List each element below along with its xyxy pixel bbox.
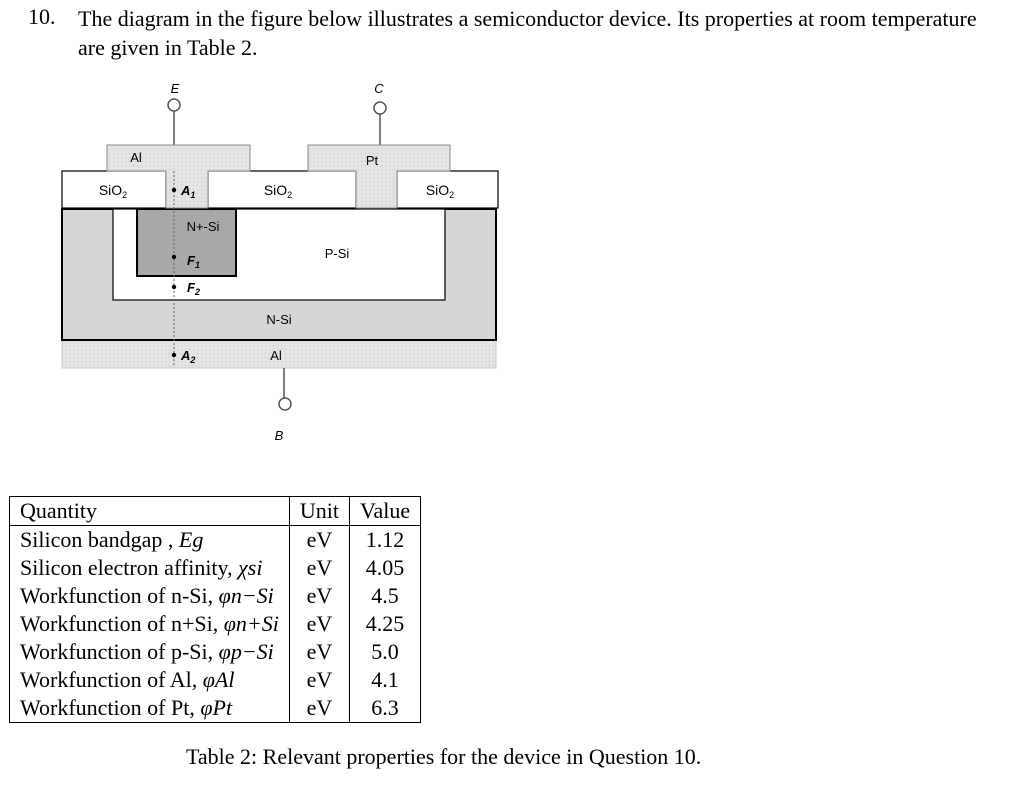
row-value: 4.05 <box>350 554 421 582</box>
point-a1-dot <box>172 188 176 192</box>
row-value: 4.25 <box>350 610 421 638</box>
row-quantity: Silicon bandgap , Eg <box>10 526 290 555</box>
row-unit: eV <box>289 638 349 666</box>
table-row <box>10 526 421 555</box>
row-value: 1.12 <box>350 526 421 555</box>
table-caption: Table 2: Relevant properties for the device in Question 10. <box>186 744 702 769</box>
row-unit: eV <box>289 610 349 638</box>
question-number: 10. <box>28 4 56 29</box>
sio2-right-label: SiO$_2$ <box>425 182 455 200</box>
table-row <box>10 666 421 694</box>
table-header-row <box>10 497 421 526</box>
point-a2-label: $A_2$ <box>181 348 196 365</box>
table-row <box>10 694 421 723</box>
point-f2-label: $F_2$ <box>187 280 200 297</box>
row-quantity: Workfunction of p-Si, φp−Si <box>10 638 290 666</box>
row-quantity: Workfunction of n+Si, φn+Si <box>10 610 290 638</box>
pt-top-label: Pt <box>365 153 379 168</box>
row-unit: eV <box>289 526 349 555</box>
row-unit: eV <box>289 582 349 610</box>
emitter-label: E <box>170 81 180 96</box>
row-unit: eV <box>289 694 349 723</box>
base-label: B <box>274 428 284 443</box>
sio2-middle-label: SiO$_2$ <box>263 182 293 200</box>
base-terminal <box>279 398 291 410</box>
n-si-label: N-Si <box>266 312 292 327</box>
emitter-terminal <box>168 99 180 111</box>
row-value: 6.3 <box>350 694 421 723</box>
point-f1-dot <box>172 255 176 259</box>
point-a2-dot <box>172 353 176 357</box>
n-plus-si-label: N+-Si <box>186 219 220 234</box>
collector-terminal <box>374 102 386 114</box>
header-value: Value <box>350 497 421 526</box>
header-unit: Unit <box>289 497 349 526</box>
row-unit: eV <box>289 666 349 694</box>
row-quantity: Silicon electron affinity, χsi <box>10 554 290 582</box>
row-quantity: Workfunction of n-Si, φn−Si <box>10 582 290 610</box>
row-unit: eV <box>289 554 349 582</box>
row-value: 4.1 <box>350 666 421 694</box>
table-row <box>10 610 421 638</box>
row-quantity: Workfunction of Al, φAl <box>10 666 290 694</box>
sio2-left-label: SiO$_2$ <box>98 182 128 200</box>
al-top-label: Al <box>130 150 142 165</box>
table-row <box>10 554 421 582</box>
question-text: The diagram in the figure below illustrates a semiconductor device. Its properties at room temperature are given in Table 2. <box>78 6 977 60</box>
table-row <box>10 582 421 610</box>
properties-table <box>9 496 421 723</box>
row-value: 4.5 <box>350 582 421 610</box>
point-f1-label: $F_1$ <box>187 253 200 270</box>
table-row <box>10 638 421 666</box>
point-a1-label: $A_1$ <box>181 183 196 200</box>
p-si-label: P-Si <box>324 246 350 261</box>
point-f2-dot <box>172 285 176 289</box>
collector-label: C <box>374 81 384 96</box>
row-value: 5.0 <box>350 638 421 666</box>
row-quantity: Workfunction of Pt, φPt <box>10 694 290 723</box>
al-bottom-label: Al <box>270 348 282 363</box>
header-quantity: Quantity <box>10 497 290 526</box>
